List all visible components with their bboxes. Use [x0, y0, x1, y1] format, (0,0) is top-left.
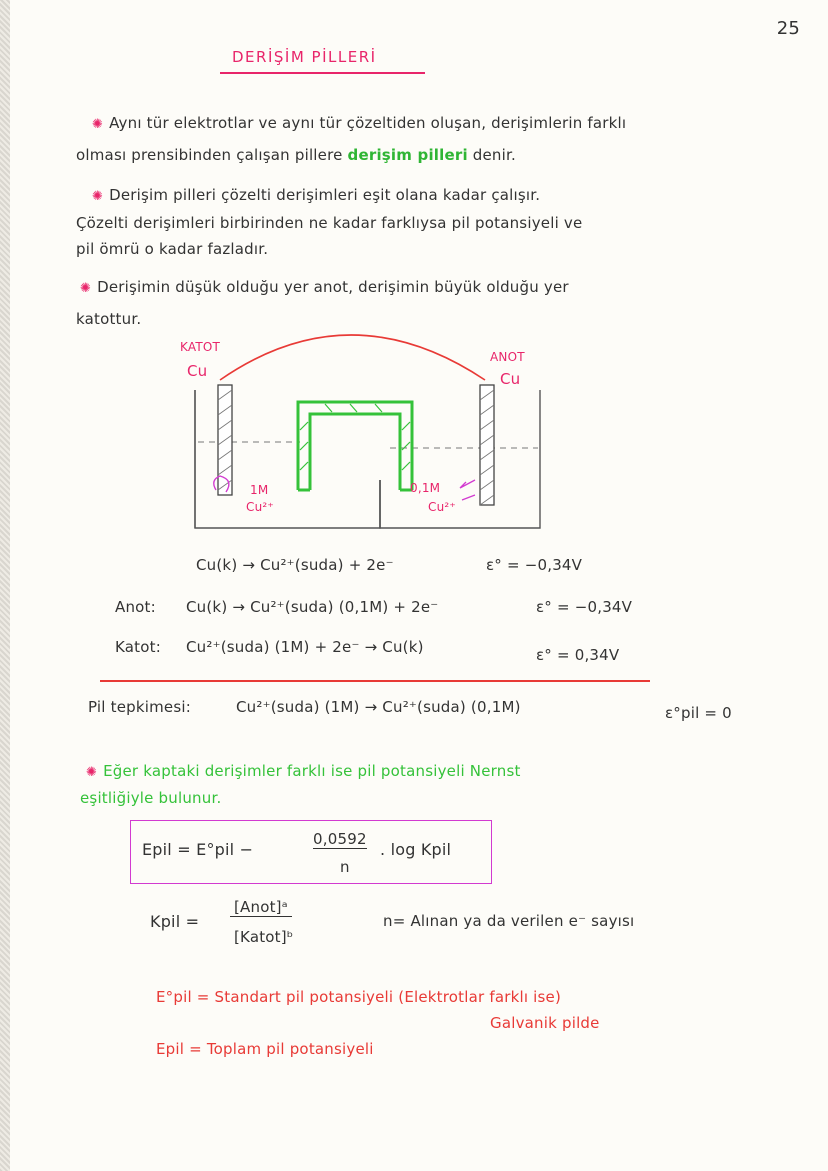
title-underline	[220, 72, 425, 74]
anot-label: ANOT	[490, 350, 525, 364]
paragraph-2-line-1: ✺ Derişim pilleri çözelti derişimleri eşit olana kadar çalışır.	[92, 186, 541, 204]
katot-equation: Cu²⁺(suda) (1M) + 2e⁻ → Cu(k)	[186, 638, 424, 656]
anot-metal: Cu	[500, 370, 521, 388]
e-definition: Epil = Toplam pil potansiyeli	[156, 1040, 374, 1058]
paragraph-3-line-2: katottur.	[76, 310, 142, 328]
nernst-intro-line-2: eşitliğiyle bulunur.	[80, 789, 222, 807]
right-concentration: 0,1M	[410, 481, 441, 495]
bullet-star-icon: ✺	[86, 765, 98, 780]
bullet-star-icon: ✺	[92, 117, 104, 132]
paragraph-3-line-1: ✺ Derişimin düşük olduğu yer anot, derişimin büyük olduğu yer	[80, 278, 569, 296]
bullet-star-icon: ✺	[80, 281, 92, 296]
paragraph-1-line-1: ✺ Aynı tür elektrotlar ve aynı tür çözeltiden oluşan, derişimlerin farklı	[92, 114, 627, 132]
wire	[220, 335, 485, 380]
right-ion: Cu²⁺	[428, 500, 456, 514]
e0-definition-line-1: E°pil = Standart pil potansiyeli (Elektrotlar farklı ise)	[156, 988, 562, 1006]
katot-eq-label: Katot:	[115, 638, 161, 656]
n-definition: n= Alınan ya da verilen e⁻ sayısı	[383, 912, 635, 930]
paragraph-1-line-2: olması prensibinden çalışan pillere derişim pilleri denir.	[76, 146, 516, 164]
net-reaction-label: Pil tepkimesi:	[88, 698, 191, 716]
nernst-formula-denominator: n	[340, 858, 350, 876]
paragraph-2-line-2: Çözelti derişimleri birbirinden ne kadar farklıysa pil potansiyeli ve	[76, 214, 583, 232]
anot-equation: Cu(k) → Cu²⁺(suda) (0,1M) + 2e⁻	[186, 598, 439, 616]
right-beaker	[380, 390, 540, 528]
left-concentration: 1M	[250, 483, 269, 497]
katot-label: KATOT	[180, 340, 221, 354]
page-title: DERİŞİM PİLLERİ	[232, 48, 377, 66]
nernst-formula-numerator: 0,0592	[313, 830, 367, 848]
page-number: 25	[776, 18, 800, 39]
highlight-term: derişim pilleri	[347, 146, 468, 164]
anot-eq-label: Anot:	[115, 598, 156, 616]
bullet-star-icon: ✺	[92, 189, 104, 204]
general-half-reaction: Cu(k) → Cu²⁺(suda) + 2e⁻	[196, 556, 394, 574]
net-reaction-potential: ε°pil = 0	[665, 704, 732, 722]
net-reaction-equation: Cu²⁺(suda) (1M) → Cu²⁺(suda) (0,1M)	[236, 698, 521, 716]
nernst-formula-right: . log Kpil	[380, 840, 452, 859]
general-potential: ε° = −0,34V	[486, 556, 583, 574]
paragraph-2-line-3: pil ömrü o kadar fazladır.	[76, 240, 269, 258]
k-formula-numerator: [Anot]ᵃ	[230, 898, 292, 917]
right-electrode	[480, 385, 494, 505]
left-ion: Cu²⁺	[246, 500, 274, 514]
e0-definition-line-2: Galvanik pilde	[490, 1014, 600, 1032]
katot-potential: ε° = 0,34V	[536, 646, 620, 664]
k-formula-left: Kpil =	[150, 912, 200, 931]
page-edge	[0, 0, 10, 1171]
katot-metal: Cu	[187, 362, 208, 380]
nernst-formula-left: Epil = E°pil −	[142, 840, 254, 859]
sum-line	[100, 680, 650, 682]
anot-potential: ε° = −0,34V	[536, 598, 633, 616]
nernst-intro-line-1: ✺ Eğer kaptaki derişimler farklı ise pil potansiyeli Nernst	[86, 762, 521, 780]
k-formula-denominator: [Katot]ᵇ	[234, 928, 294, 946]
